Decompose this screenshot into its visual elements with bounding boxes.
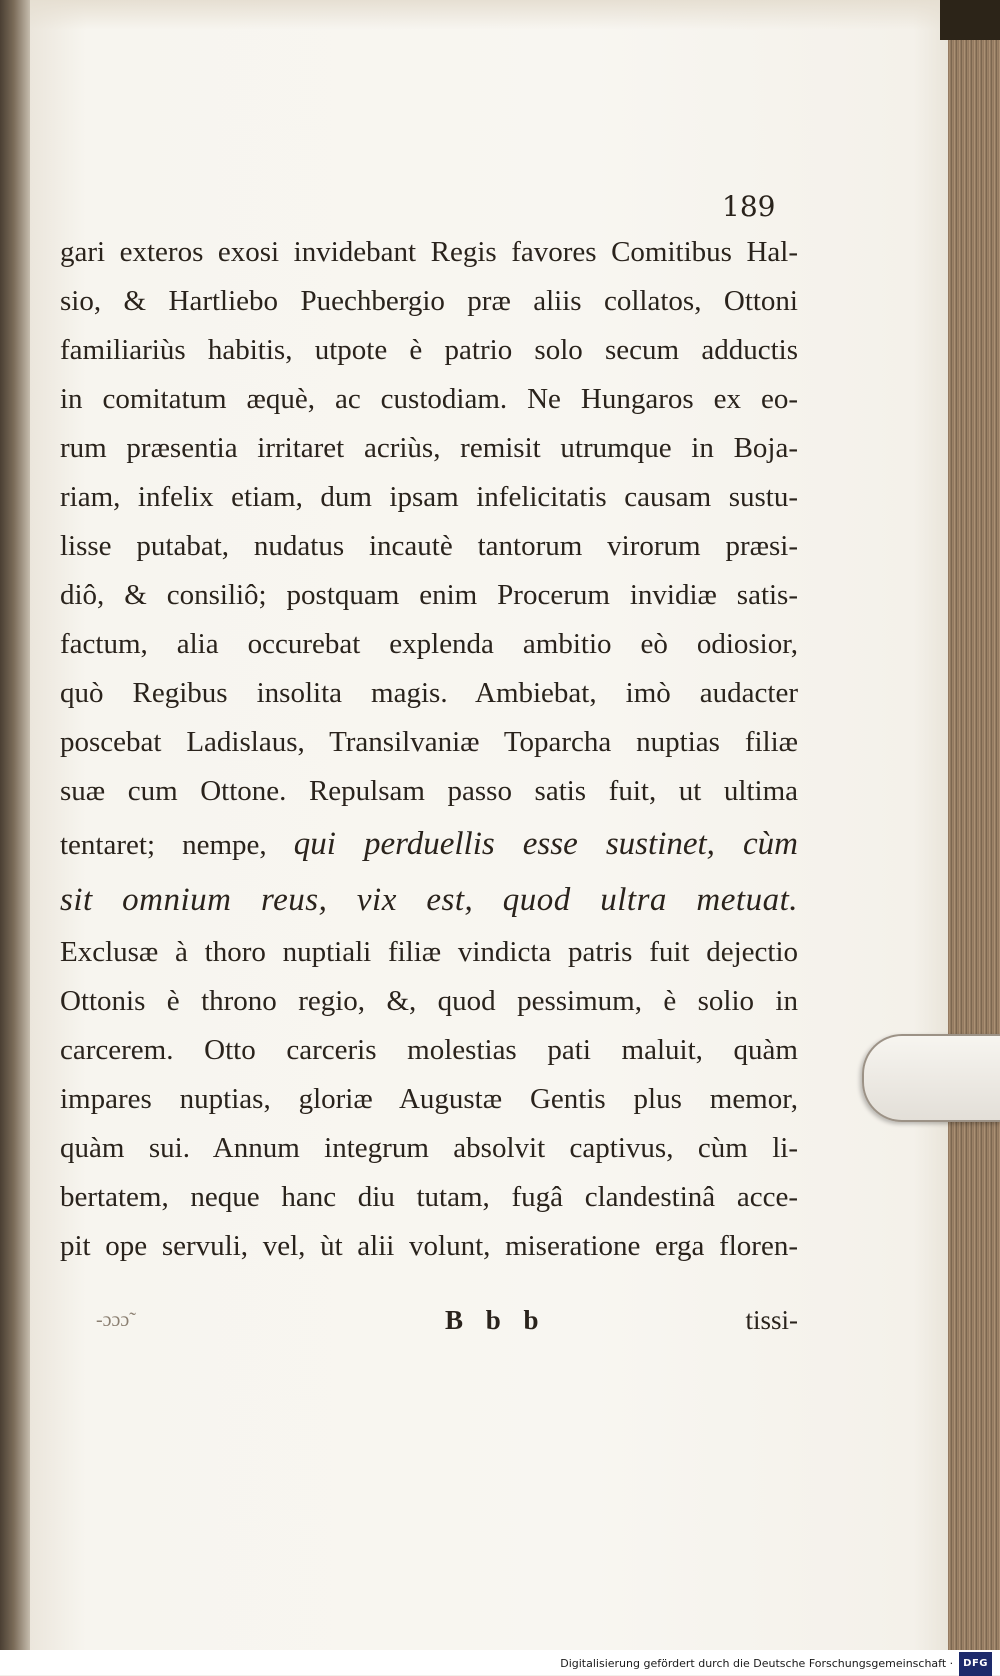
text-line: Ottonis è throno regio, &, quod pessimum, è solio in [60,985,798,1017]
text-line: carcerem. Otto carceris molestias pati maluit, quàm [60,1034,798,1066]
text-line: factum, alia occurebat explenda ambitio eò odiosior, [60,628,798,660]
text-line: in comitatum æquè, ac custodiam. Ne Hungaros ex eo- [60,383,798,415]
text-line: familiariùs habitis, utpote è patrio solo secum adductis [60,334,798,366]
text-line: rum præsentia irritaret acriùs, remisit utrumque in Boja- [60,432,798,464]
attribution-bar [554,1653,998,1675]
page-edges-stack [948,0,1000,1650]
text-line: impares nuptias, gloriæ Augustæ Gentis plus memor, [60,1083,798,1115]
page-edge-dark-corner [940,0,1000,40]
text-line: riam, infelix etiam, dum ipsam infelicitatis causam sustu- [60,481,798,513]
text-line: suæ cum Ottone. Repulsam passo satis fuit, ut ultima [60,775,798,807]
paper-bookmark-strip [862,1034,1000,1122]
text-line: bertatem, neque hanc diu tutam, fugâ clandestinâ acce- [60,1181,798,1213]
attribution-text: Digitalisierung gefördert durch die Deutsche Forschungsgemeinschaft · [560,1657,954,1670]
italic-quote-line: sit omnium reus, vix est, quod ultra metuat. [60,882,798,918]
text-line: quàm sui. Annum integrum absolvit captivus, cùm li- [60,1132,798,1164]
page-top-shadow [30,0,960,30]
text-line: sio, & Hartliebo Puechbergio præ aliis collatos, Ottoni [60,285,798,317]
text-line: gari exteros exosi invidebant Regis favores Comitibus Hal- [60,236,798,268]
footer-ornament: -ɔɔɔ̃ [96,1309,130,1331]
text-line: Exclusæ à thoro nuptiali filiæ vindicta patris fuit dejectio [60,936,798,968]
page-footer [60,1305,798,1345]
catchword: tissi- [745,1305,798,1335]
text-line: pit ope servuli, vel, ùt alii volunt, miseratione erga floren- [60,1230,798,1262]
roman-segment: tentaret; nempe, [60,829,294,861]
text-line: quò Regibus insolita magis. Ambiebat, imò audacter [60,677,798,709]
mixed-text-line [60,816,798,872]
text-line: poscebat Ladislaus, Transilvaniæ Toparcha nuptias filiæ [60,726,798,758]
dfg-logo: DFG [959,1652,992,1676]
book-binding-left [0,0,34,1675]
body-text [60,228,798,1271]
signature-mark: B b b [445,1305,547,1335]
text-line: lisse putabat, nudatus incautè tantorum virorum præsi- [60,530,798,562]
text-line: diô, & consiliô; postquam enim Procerum invidiæ satis- [60,579,798,611]
italic-quote-segment: qui perduellis esse sustinet, cùm [293,826,798,862]
page-number: 189 [722,190,776,223]
